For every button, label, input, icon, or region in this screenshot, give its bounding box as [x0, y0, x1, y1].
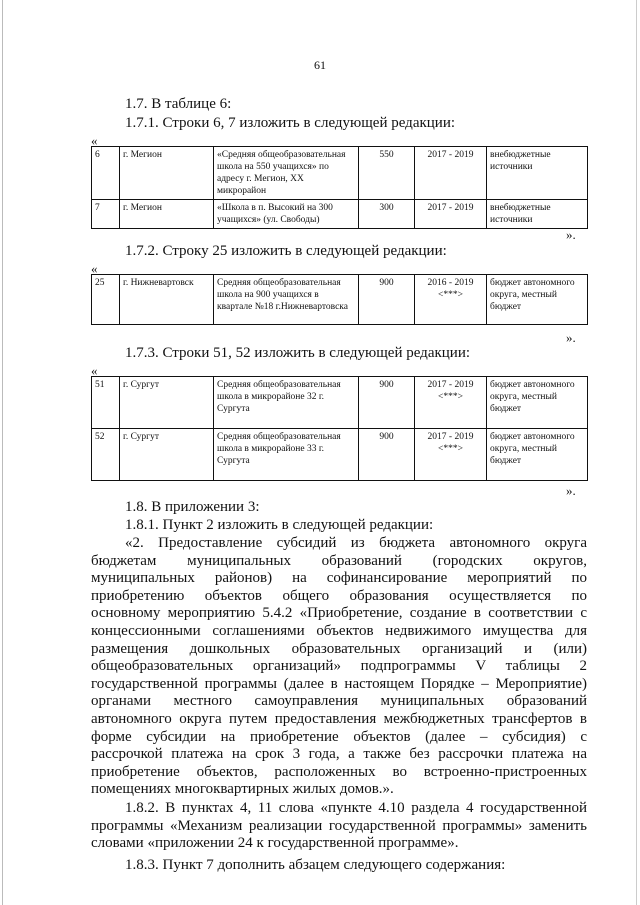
cell-city: г. Нижневартовск	[120, 275, 214, 325]
paragraph-1-8-2	[91, 800, 587, 853]
cell-source: бюджет автономного округа, местный бюджет	[487, 275, 588, 325]
scan-edge-right	[636, 0, 637, 905]
para-line: муниципальных районов) на софинансирование мероприятий по	[91, 570, 587, 587]
cell-years: 2017 - 2019 <***>	[415, 429, 487, 481]
cell-source: бюджет автономного округа, местный бюджет	[487, 429, 588, 481]
para-line: бюджетам муниципальных образований (городских округов,	[91, 552, 587, 569]
para-line: общеобразовательных организаций» подпрограммы V таблицы 2	[91, 658, 587, 675]
cell-city: г. Мегион	[120, 147, 214, 200]
table-row	[92, 147, 588, 200]
cell-city: г. Сургут	[120, 377, 214, 429]
cell-city: г. Мегион	[120, 200, 214, 229]
open-quote: «	[91, 261, 98, 276]
section-1-7-2: 1.7.2. Строку 25 изложить в следующей редакции:	[125, 243, 447, 259]
cell-num: 25	[92, 275, 120, 325]
cell-source: бюджет автономного округа, местный бюджет	[487, 377, 588, 429]
table-row	[92, 377, 588, 429]
cell-years: 2017 - 2019 <***>	[415, 377, 487, 429]
section-1-8-1: 1.8.1. Пункт 2 изложить в следующей редакции:	[125, 517, 434, 533]
cell-capacity: 300	[359, 200, 415, 229]
table-row	[92, 275, 588, 325]
cell-num: 52	[92, 429, 120, 481]
section-1-7: 1.7. В таблице 6:	[125, 96, 232, 112]
cell-object: «Школа в п. Высокий на 300 учащихся» (ул. Свободы)	[214, 200, 359, 229]
para-line: основному мероприятию 5.4.2 «Приобретение, создание в соответствии с	[91, 605, 587, 622]
page-number: 61	[314, 58, 326, 72]
para-line: словами «приложении 24 к государственной программе».	[91, 835, 459, 852]
open-quote: «	[91, 363, 98, 378]
cell-num: 6	[92, 147, 120, 200]
para-line: государственной программы (далее в настоящем Порядке – Мероприятие)	[91, 675, 587, 692]
para-line: рассрочкой платежа на срок 3 года, а также без рассрочки платежа на	[91, 746, 587, 763]
cell-num: 51	[92, 377, 120, 429]
para-line: концессионными соглашениями объектов недвижимого имущества для	[91, 622, 587, 639]
para-line: органами местного самоуправления муниципальных образований	[91, 693, 587, 710]
para-line: приобретение объектов, расположенных во встроенно-пристроенных	[91, 763, 587, 780]
para-line: программы «Механизм реализации государственной программы» заменить	[91, 817, 587, 834]
para-line: помещениях многоквартирных жилых домов.».	[91, 781, 394, 798]
cell-capacity: 900	[359, 377, 415, 429]
cell-source: внебюджетные источники	[487, 147, 588, 200]
para-line: автономного округа путем предоставления межбюджетных трансфертов в	[91, 710, 587, 727]
para-line: форме субсидии на приобретение объектов (далее – субсидия) с	[91, 728, 587, 745]
section-1-7-3: 1.7.3. Строки 51, 52 изложить в следующей редакции:	[125, 345, 471, 361]
table-row	[92, 429, 588, 481]
para-line: «2. Предоставление субсидий из бюджета автономного округа	[125, 535, 587, 551]
paragraph-2	[91, 535, 587, 799]
para-line: размещения дошкольных образовательных организаций и (или)	[91, 640, 587, 657]
section-1-7-1: 1.7.1. Строки 6, 7 изложить в следующей редакции:	[125, 115, 456, 131]
table-rows-51-52	[91, 376, 588, 481]
cell-years: 2017 - 2019	[415, 200, 487, 229]
open-quote: «	[91, 133, 98, 148]
cell-capacity: 900	[359, 429, 415, 481]
cell-capacity: 550	[359, 147, 415, 200]
table-rows-6-7	[91, 146, 588, 229]
cell-years: 2016 - 2019 <***>	[415, 275, 487, 325]
table-row	[92, 200, 588, 229]
cell-object: Средняя общеобразовательная школа в микрорайоне 33 г. Сургута	[214, 429, 359, 481]
cell-years: 2017 - 2019	[415, 147, 487, 200]
close-quote: ».	[566, 483, 576, 498]
close-quote: ».	[566, 227, 576, 242]
section-1-8: 1.8. В приложении 3:	[125, 499, 260, 515]
section-1-8-3: 1.8.3. Пункт 7 дополнить абзацем следующего содержания:	[125, 857, 506, 873]
para-line: приобретению объектов общего образования осуществляется по	[91, 587, 587, 604]
table-row-25	[91, 274, 588, 325]
cell-object: Средняя общеобразовательная школа на 900 учащихся в квартале №18 г.Нижневартовска	[214, 275, 359, 325]
cell-source: внебюджетные источники	[487, 200, 588, 229]
close-quote: ».	[566, 330, 576, 345]
cell-object: «Средняя общеобразовательная школа на 550 учащихся» по адресу г. Мегион, XX микрорайон	[214, 147, 359, 200]
cell-city: г. Сургут	[120, 429, 214, 481]
cell-capacity: 900	[359, 275, 415, 325]
para-line: 1.8.2. В пунктах 4, 11 слова «пункте 4.10 раздела 4 государственной	[125, 800, 587, 816]
cell-object: Средняя общеобразовательная школа в микрорайоне 32 г. Сургута	[214, 377, 359, 429]
cell-num: 7	[92, 200, 120, 229]
scan-edge-left	[2, 0, 3, 905]
